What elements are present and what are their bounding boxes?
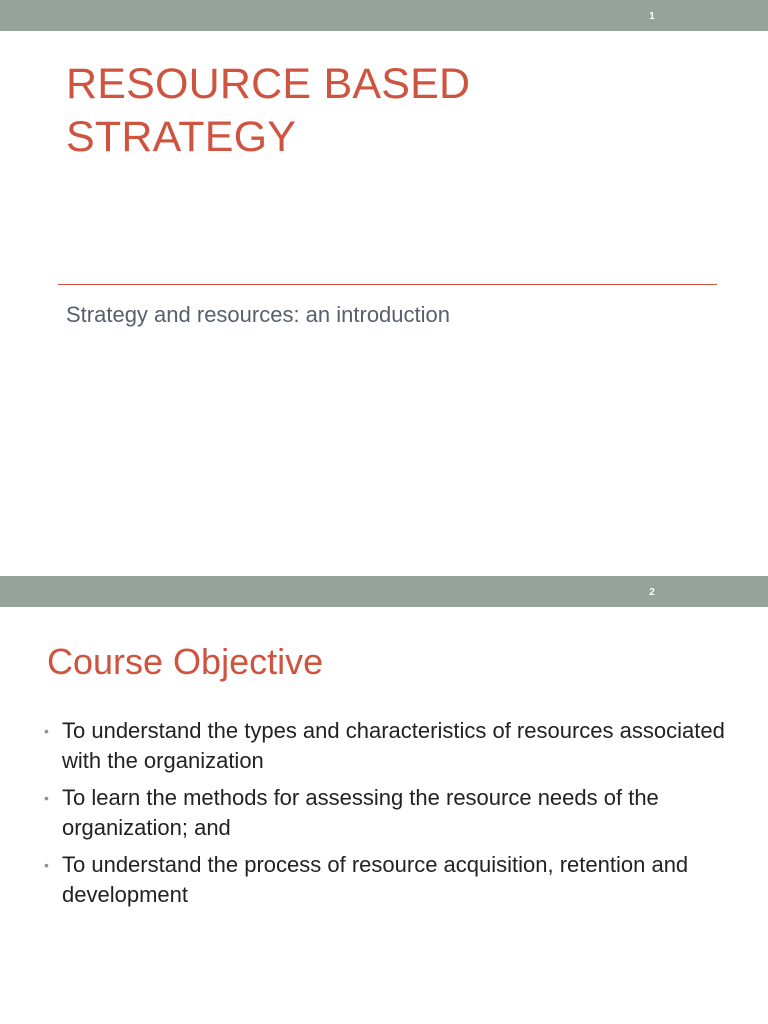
slide-header-bar [0, 0, 768, 31]
objective-text: To learn the methods for assessing the resource needs of the organization; and [62, 785, 659, 840]
objective-item [44, 716, 744, 776]
objective-item [44, 783, 744, 843]
slide-2 [0, 576, 768, 1024]
title-divider [58, 284, 717, 285]
bullet-dot-icon: • [44, 723, 49, 739]
slide-number: 1 [649, 11, 655, 22]
bullet-dot-icon: • [44, 790, 49, 806]
slide-number: 2 [649, 587, 655, 598]
objective-text: To understand the types and characteristics of resources associated with the organization [62, 718, 725, 773]
slide-subtitle: Strategy and resources: an introduction [66, 302, 451, 327]
objective-list [44, 716, 744, 917]
slide-header-bar [0, 576, 768, 607]
slide-title: RESOURCE BASED STRATEGY [66, 60, 471, 161]
slide-heading: Course Objective [47, 641, 324, 682]
bullet-dot-icon: • [44, 857, 49, 873]
objective-text: To understand the process of resource acquisition, retention and development [62, 852, 689, 907]
objective-item [44, 850, 744, 910]
